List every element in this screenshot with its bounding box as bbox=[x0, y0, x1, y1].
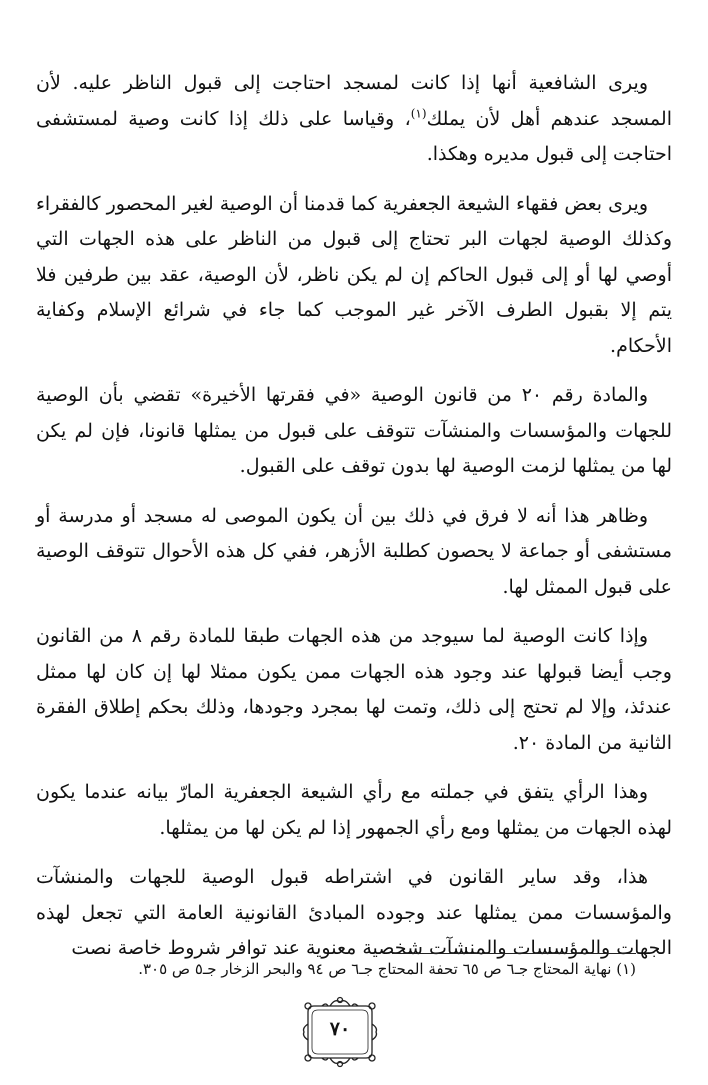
footnote: (١) نهاية المحتاج جـ٦ ص ٦٥ تحفة المحتاج جـ٦ ص ٩٤ والبحر الزخار جـ٥ ص ٣٠٥. bbox=[138, 960, 636, 978]
paragraph-5: وإذا كانت الوصية لما سيوجد من هذه الجهات طبقا للمادة رقم ٨ من القانون وجب أيضا قبولها عند وجود هذه الجهات ممن يكون ممثلا لها إن كان لها ممثل عندئذ، وإلا لم تحتج إلى ذلك، وتمت لها بمجرد وجودها، وذلك بحكم إطلاق الفقرة الثانية من المادة ٢٠. bbox=[36, 625, 672, 754]
paragraph-1-text-b: ، وقياسا على ذلك إذا كانت وصية لمستشفى احتاجت إلى قبول مديره وهكذا. bbox=[36, 107, 672, 165]
paragraph-3: والمادة رقم ٢٠ من قانون الوصية «في فقرتها الأخيرة» تقضي بأن الوصية للجهات والمؤسسات والمنشآت تتوقف على قبول من يمثلها قانونا، فإن لم يكن لها من يمثلها لزمت الوصية لها بدون توقف على القبول. bbox=[36, 384, 672, 477]
paragraph-4: وظاهر هذا أنه لا فرق في ذلك بين أن يكون الموصى له مسجد أو مدرسة أو مستشفى أو جماعة لا يحصون كطلبة الأزهر، ففي كل هذه الأحوال تتوقف الوصية على قبول الممثل لها. bbox=[36, 504, 672, 598]
body-text bbox=[36, 66, 672, 981]
paragraph-6: وهذا الرأي يتفق في جملته مع رأي الشيعة الجعفرية المارّ بيانه عندما يكون لهذه الجهات من يمثلها ومع رأي الجمهور إذا لم يكن لها من يمثلها. bbox=[36, 781, 672, 839]
footnote-reference: (١) bbox=[410, 106, 427, 121]
paragraph-2: ويرى بعض فقهاء الشيعة الجعفرية كما قدمنا أن الوصية لغير المحصور كالفقراء وكذلك الوصية لجهات البر تحتاج إلى قبول من الناظر على هذه الجهات التي أوصي لها أو إلى قبول الحاكم إن لم يكن ناظر، لأن الوصية، عقد بين طرفين فلا يتم إلا بقبول الطرف الآخر غير الموجب كما جاء في شرائع الإسلام وكفاية الأحكام. bbox=[36, 192, 672, 357]
paragraph-1 bbox=[36, 66, 672, 173]
footnote-divider bbox=[392, 953, 636, 954]
paragraph-7: هذا، وقد ساير القانون في اشتراطه قبول الوصية للجهات والمنشآت والمؤسسات ممن يمثلها عند وجوده المبادئ القانونية العامة التي تجعل لهذه الجهات والمؤسسات والمنشآت شخصية معنوية عند توافر شروط خاصة نصت bbox=[36, 866, 672, 959]
paragraph-1-text-a: ويرى الشافعية أنها إذا كانت لمسجد احتاجت إلى قبول الناظر عليه. لأن المسجد عندهم أهل لأن يملك bbox=[36, 72, 672, 130]
page-number: ٧٠ bbox=[329, 1018, 351, 1040]
